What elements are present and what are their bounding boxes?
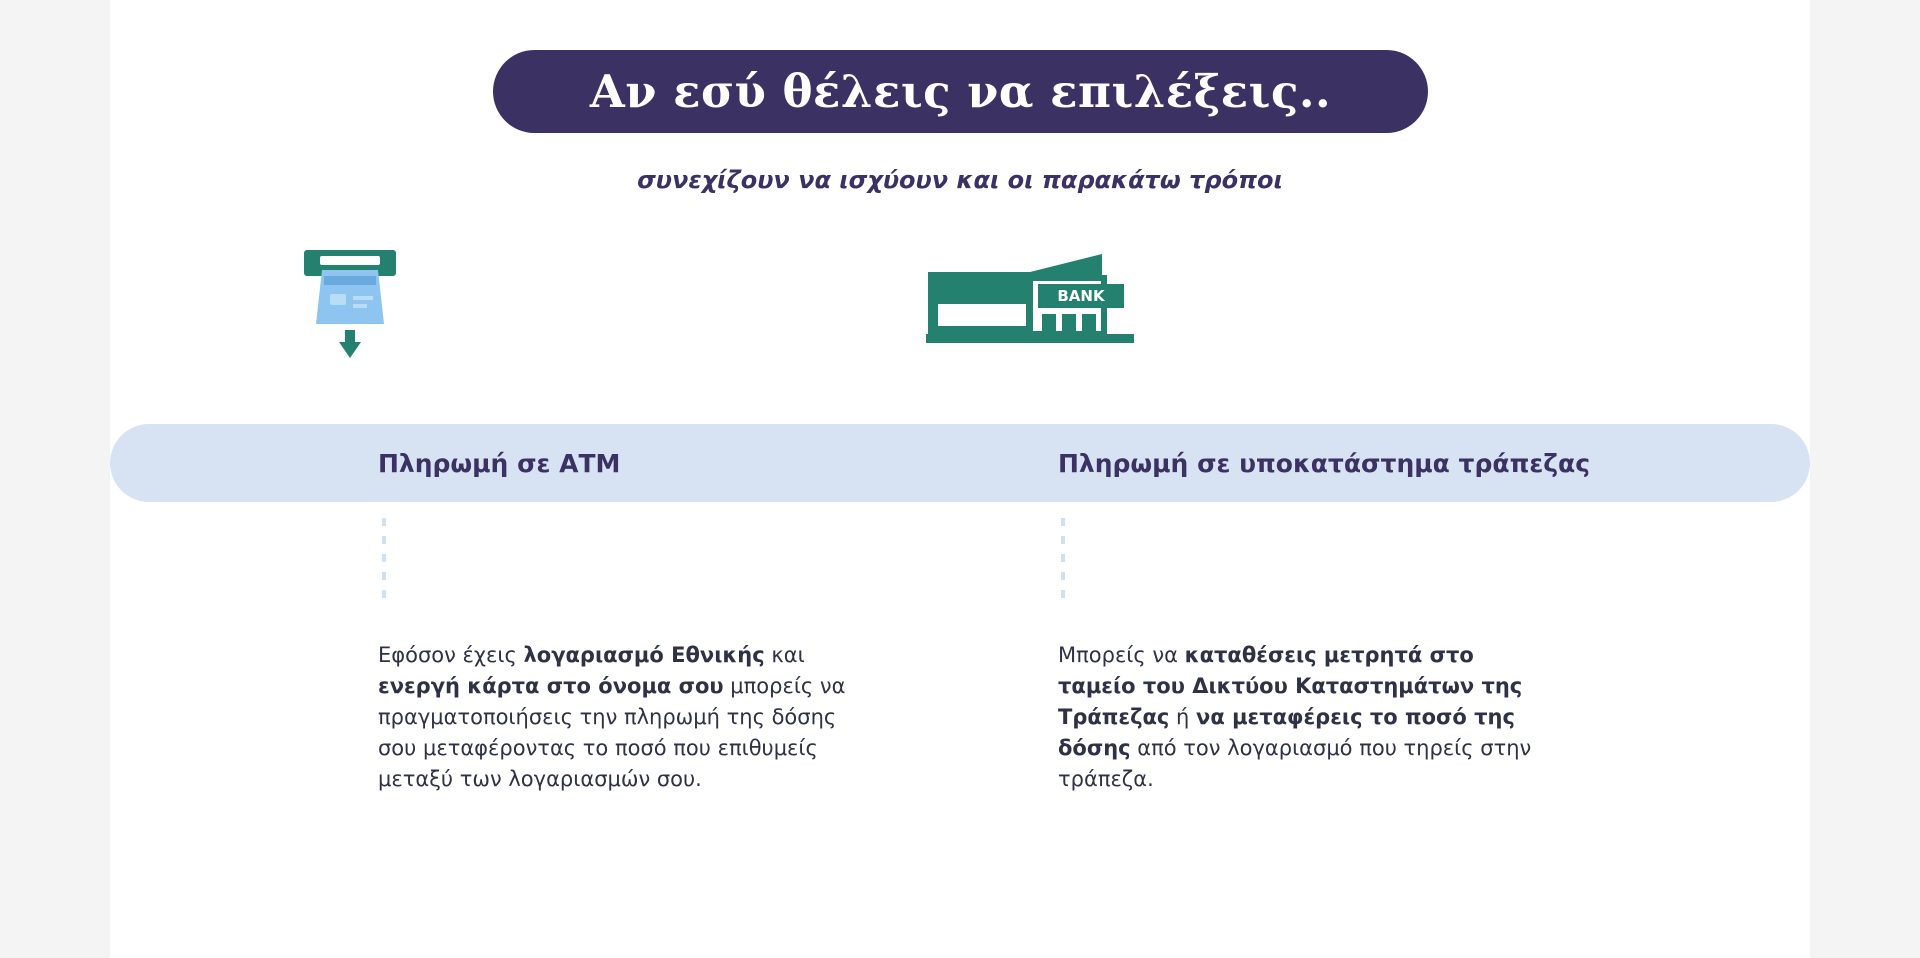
right-background-strip [1810,106,1920,958]
bank-icon-slot [865,250,1195,360]
dotted-connector-branch [1061,518,1065,608]
page-subtitle: συνεχίζουν να ισχύουν και οι παρακάτω τρόποι [637,166,1283,194]
column-description-atm: Εφόσον έχεις λογαριασμό Εθνικής και ενεργή κάρτα στο όνομα σου μπορείς να πραγματοποιήσεις την πληρωμή της δόσης σου μεταφέροντας το ποσό που επιθυμείς μεταξύ των λογαριασμών σου. [378,643,846,792]
bank-sign-label [1134,250,1135,251]
column-label-atm: Πληρωμή σε ΑΤΜ [378,448,621,478]
header-pill [493,50,1428,133]
dotted-connector-atm [382,518,386,608]
atm-icon-slot [185,250,515,360]
page-title: Αν εσύ θέλεις να επιλέξεις.. [589,65,1332,118]
infographic-stage [110,0,1810,958]
bank-branch-icon [926,250,1134,354]
atm-card-icon [290,250,410,364]
left-background-strip [0,106,110,958]
column-description-branch: Μπορείς να καταθέσεις μετρητά στο ταμείο του Δικτύου Καταστημάτων της Τράπεζας ή να μεταφέρεις το ποσό της δόσης από τον λογαριασμό που τηρείς στην τράπεζα. [1058,643,1532,792]
svg-text:BANK: BANK [1057,287,1105,305]
column-label-branch: Πληρωμή σε υποκατάστημα τράπεζας [1058,448,1591,478]
